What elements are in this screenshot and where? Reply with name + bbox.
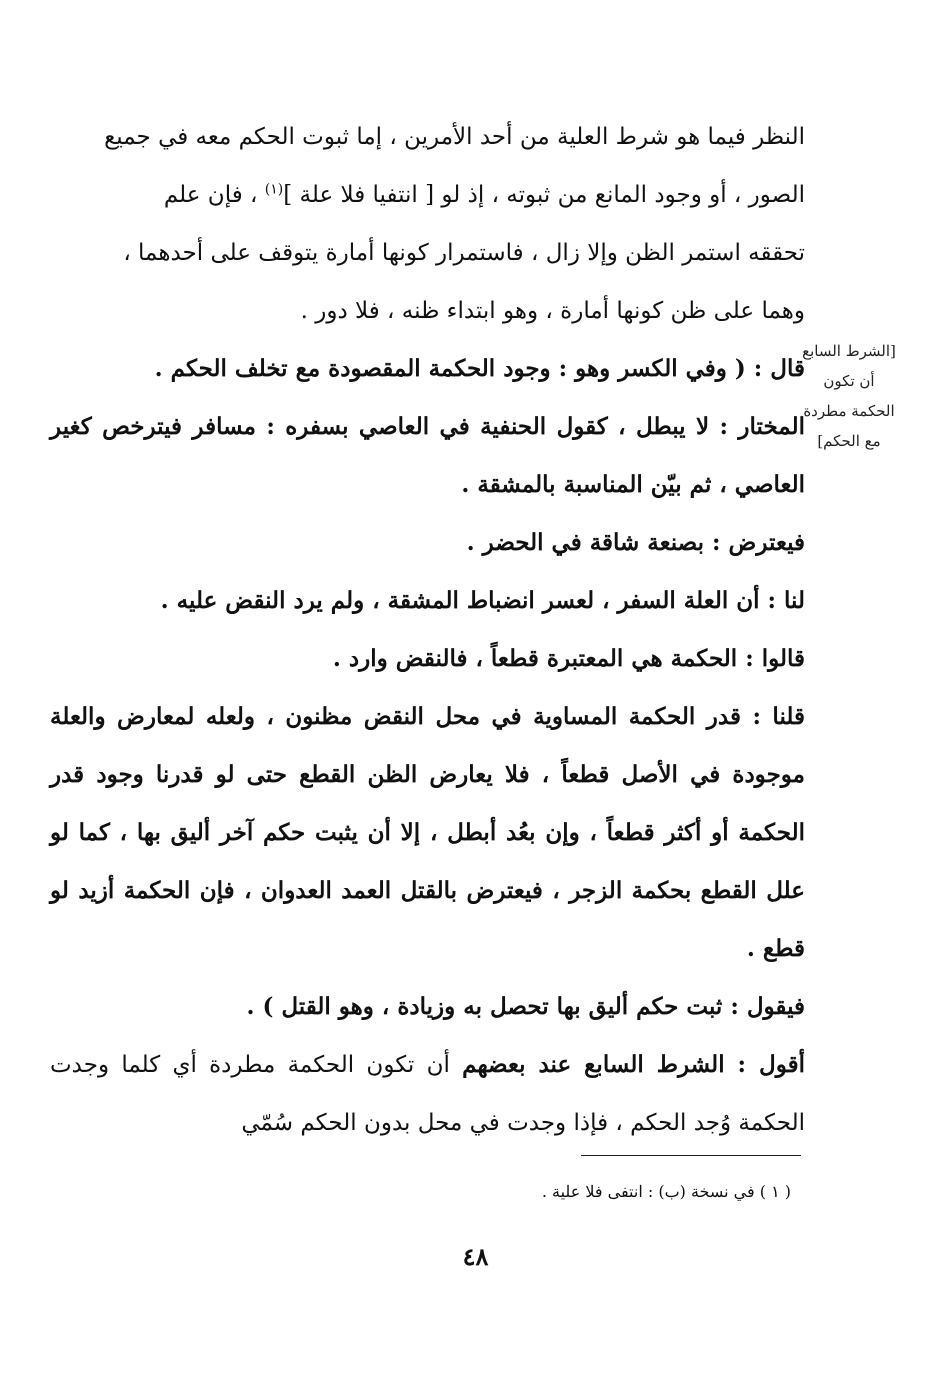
qala-label: قال : — [753, 355, 805, 382]
body-line-2: الصور ، أو وجود المانع من ثبوته ، إذ لو [ انتفيا فلا علة ]$^{(١)}$ ، فإن علم — [163, 181, 805, 208]
mukhtar-text: لا يبطل ، كقول الحنفية في العاصي بسفره : مسافر فيترخص كغير العاصي ، ثم بيّن المناسبة بالمشقة . — [50, 413, 805, 498]
qala-paragraph — [50, 340, 805, 398]
main-text — [50, 108, 805, 1152]
body-line-4: وهما على ظن كونها أمارة ، وهو ابتداء ظنه ، فلا دور . — [300, 298, 805, 324]
margin-note-line-4: مع الحكم] — [817, 432, 881, 450]
footnote: ( ١ ) في نسخة (ب) : انتفى فلا علية . — [541, 1182, 791, 1201]
aqul-text: أن تكون الحكمة مطردة أي كلما وجدت الحكمة وُجد الحكم ، فإذا وجدت في محل بدون الحكم سُمّي — [50, 1052, 805, 1136]
qalu-paragraph: قالوا : الحكمة هي المعتبرة قطعاً ، فالنقض وارد . — [332, 645, 805, 672]
body-line-2-tail: ، فإن علم — [163, 182, 258, 208]
aqul-paragraph — [50, 1036, 805, 1152]
mukhtar-label: المختار : — [719, 413, 805, 440]
margin-note — [799, 336, 899, 456]
footnote-ref: (١) — [264, 181, 284, 198]
margin-note-line-1: [الشرط السابع — [802, 342, 896, 360]
footnote-divider — [581, 1155, 801, 1156]
fayaqul-paragraph: فيقول : ثبت حكم أليق بها تحصل به وزيادة ، وهو القتل ) . — [246, 993, 805, 1020]
qala-text: ( وفي الكسر وهو : وجود الحكمة المقصودة مع تخلف الحكم . — [154, 355, 746, 382]
qulna-paragraph: قلنا : قدر الحكمة المساوية في محل النقض مظنون ، ولعله لمعارض والعلة موجودة في الأصل قطعاً ، فلا يعارض الظن القطع حتى لو قدرنا وجود قدر الحكمة أو أكثر قطعاً ، وإن بعُد أبطل ، إلا أن يثبت حكم آخر أليق بها ، كما لو علل القطع بحكمة الزجر ، فيعترض بالقتل العمد العدوان ، فإن الحكمة أزيد لو قطع . — [50, 703, 805, 962]
body-line-1: النظر فيما هو شرط العلية من أحد الأمرين ، إما ثبوت الحكم معه في جميع — [104, 124, 805, 150]
lana-paragraph: لنا : أن العلة السفر ، لعسر انضباط المشقة ، ولم يرد النقض عليه . — [160, 587, 805, 614]
margin-note-line-3: الحكمة مطردة — [803, 402, 895, 420]
aqul-label: أقول : الشرط السابع عند بعضهم — [462, 1051, 805, 1078]
body-line-3: تحققه استمر الظن وإلا زال ، فاستمرار كونها أمارة يتوقف على أحدهما ، — [123, 240, 805, 266]
mukhtar-paragraph — [50, 398, 805, 514]
margin-note-line-2: أن تكون — [823, 372, 875, 390]
yataridu-paragraph: فيعترض : بصنعة شاقة في الحضر . — [466, 529, 805, 556]
page-number: ٤٨ — [462, 1242, 489, 1271]
